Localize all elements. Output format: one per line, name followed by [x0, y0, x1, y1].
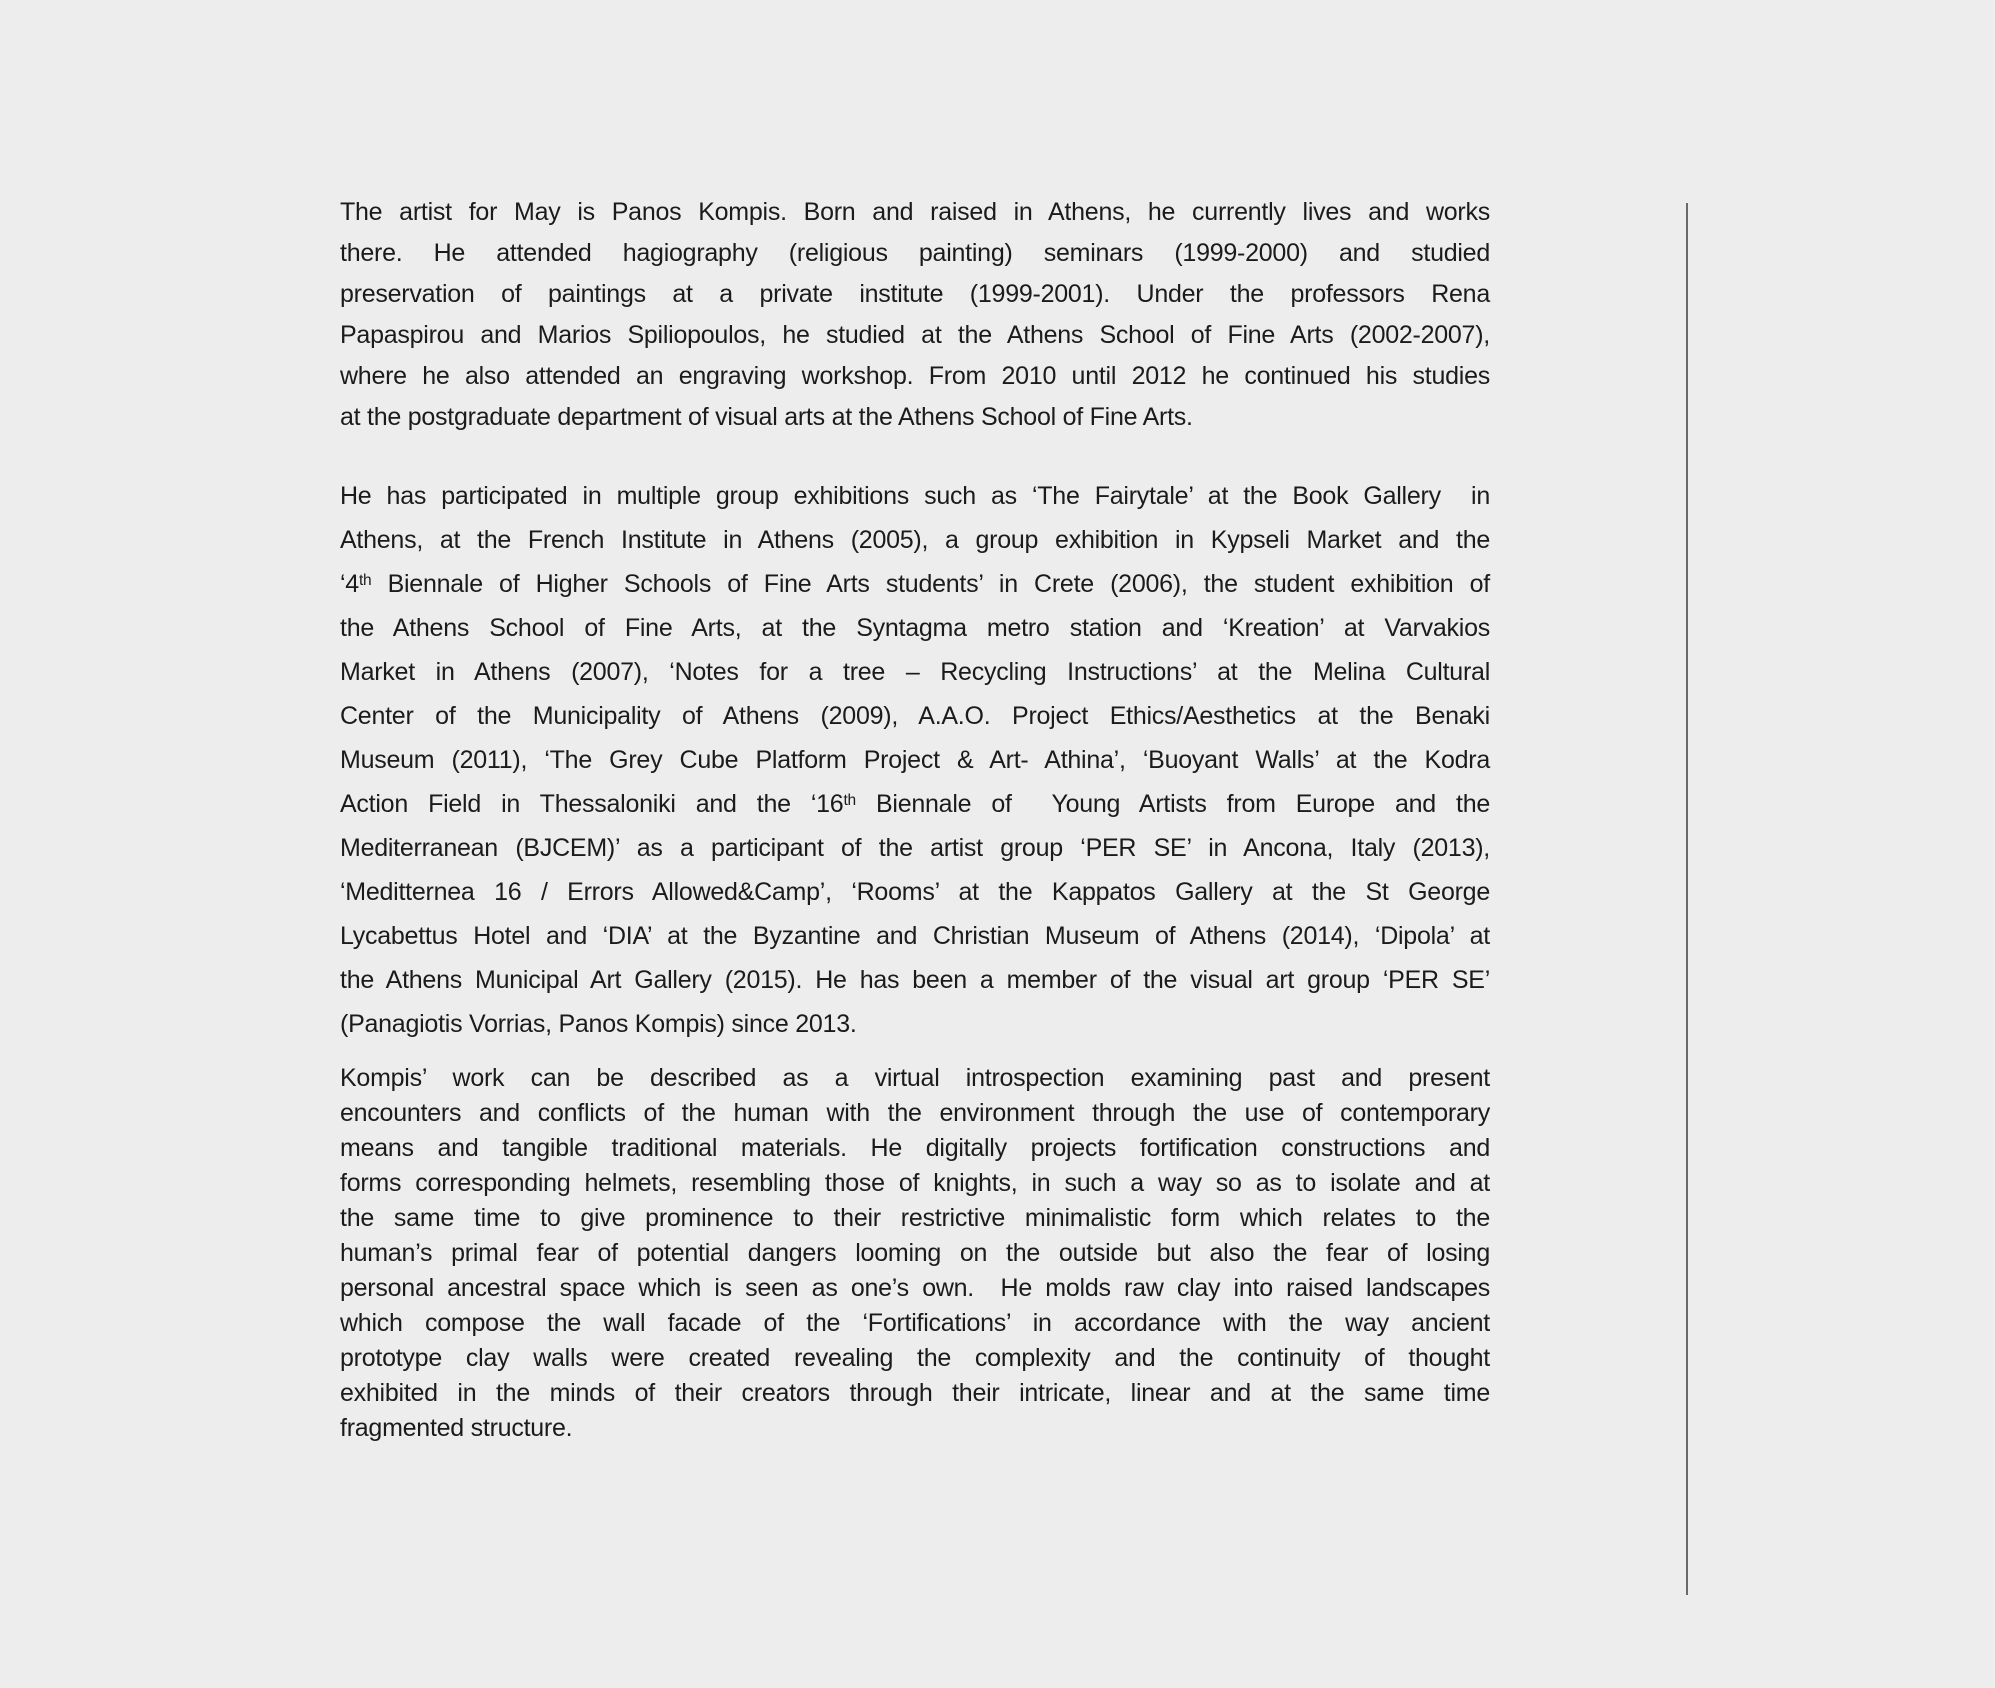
text-line: ‘Meditternea 16 / Errors Allowed&Camp’, ‘Rooms’ at the Kappatos Gallery at the St George	[340, 878, 1490, 906]
page-edge-line	[1686, 203, 1688, 1595]
text-line: Lycabettus Hotel and ‘DIA’ at the Byzantine and Christian Museum of Athens (2014), ‘Dipola’ at	[340, 922, 1490, 950]
text-line: personal ancestral space which is seen as one’s own. He molds raw clay into raised landscapes	[340, 1274, 1490, 1302]
text-line: fragmented structure.	[340, 1414, 573, 1442]
text-line: means and tangible traditional materials. He digitally projects fortification constructions and	[340, 1134, 1490, 1162]
text-line: Market in Athens (2007), ‘Notes for a tree – Recycling Instructions’ at the Melina Cultural	[340, 658, 1490, 686]
ordinal-superscript: th	[843, 792, 856, 810]
text-line: The artist for May is Panos Kompis. Born and raised in Athens, he currently lives and works	[340, 198, 1490, 226]
text-line: the Athens Municipal Art Gallery (2015). He has been a member of the visual art group ‘PER SE’	[340, 966, 1490, 994]
text-line: the Athens School of Fine Arts, at the Syntagma metro station and ‘Kreation’ at Varvakios	[340, 614, 1490, 642]
text-line: Athens, at the French Institute in Athens (2005), a group exhibition in Kypseli Market and the	[340, 526, 1490, 554]
ordinal-superscript: th	[358, 572, 372, 590]
text-line: Museum (2011), ‘The Grey Cube Platform Project & Art- Athina’, ‘Buoyant Walls’ at the Kodra	[340, 746, 1490, 774]
text-line: He has participated in multiple group exhibitions such as ‘The Fairytale’ at the Book Gallery in	[340, 482, 1490, 510]
text-line: exhibited in the minds of their creators through their intricate, linear and at the same time	[340, 1379, 1490, 1407]
text-line: the same time to give prominence to their restrictive minimalistic form which relates to the	[340, 1204, 1490, 1232]
text-line: which compose the wall facade of the ‘Fortifications’ in accordance with the way ancient	[340, 1309, 1490, 1337]
text-line: Center of the Municipality of Athens (2009), A.A.O. Project Ethics/Aesthetics at the Benaki	[340, 702, 1490, 730]
text-line: encounters and conflicts of the human with the environment through the use of contemporary	[340, 1099, 1490, 1127]
text-line: Mediterranean (BJCEM)’ as a participant of the artist group ‘PER SE’ in Ancona, Italy (2013),	[340, 834, 1490, 862]
text-line: human’s primal fear of potential dangers looming on the outside but also the fear of losing	[340, 1239, 1490, 1267]
text-line: where he also attended an engraving workshop. From 2010 until 2012 he continued his studies	[340, 362, 1490, 390]
text-line: at the postgraduate department of visual arts at the Athens School of Fine Arts.	[340, 403, 1193, 431]
text-line: (Panagiotis Vorrias, Panos Kompis) since 2013.	[340, 1010, 857, 1038]
text-line: prototype clay walls were created revealing the complexity and the continuity of thought	[340, 1344, 1490, 1372]
text-line: there. He attended hagiography (religious painting) seminars (1999-2000) and studied	[340, 239, 1490, 267]
paragraph	[340, 474, 1490, 1046]
text-line: ‘4th Biennale of Higher Schools of Fine Arts students’ in Crete (2006), the student exhibition of	[340, 570, 1490, 598]
paragraph	[340, 1061, 1490, 1446]
document-text	[340, 192, 1490, 1446]
text-line: preservation of paintings at a private institute (1999-2001). Under the professors Rena	[340, 280, 1490, 308]
paragraph	[340, 192, 1490, 438]
text-line: forms corresponding helmets, resembling those of knights, in such a way so as to isolate and at	[340, 1169, 1490, 1197]
text-line: Action Field in Thessaloniki and the ‘16th Biennale of Young Artists from Europe and the	[340, 790, 1490, 818]
text-line: Kompis’ work can be described as a virtual introspection examining past and present	[340, 1064, 1490, 1092]
text-line: Papaspirou and Marios Spiliopoulos, he studied at the Athens School of Fine Arts (2002-2007),	[340, 321, 1490, 349]
